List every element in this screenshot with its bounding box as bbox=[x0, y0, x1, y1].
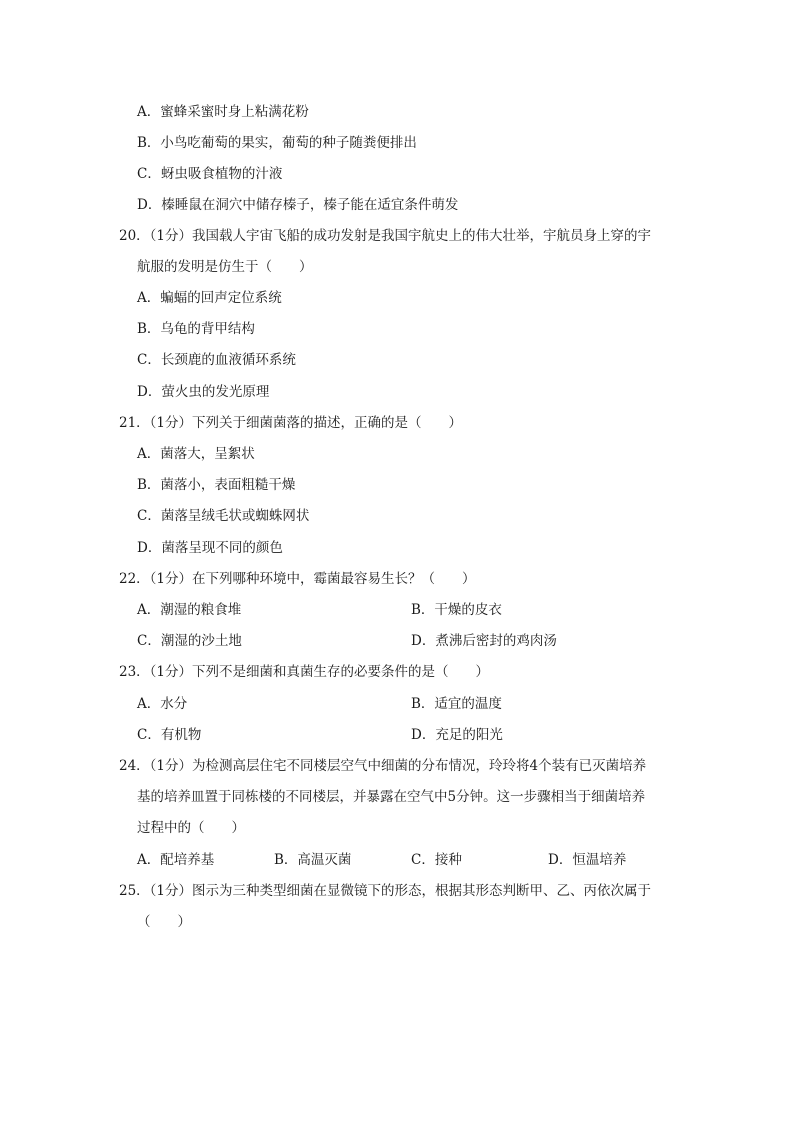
q20-stem-line1: 20．（1分）我国载人宇宙飞船的成功发射是我国宇航史上的伟大壮举，宇航员身上穿的宇 bbox=[119, 228, 652, 244]
q20-option-d: D．萤火虫的发光原理 bbox=[137, 384, 270, 400]
q24-option-d: D．恒温培养 bbox=[548, 852, 627, 868]
q22-option-a: A．潮湿的粮食堆 bbox=[137, 602, 242, 618]
q25-stem-line2: （ ） bbox=[137, 914, 191, 930]
q23-option-a: A．水分 bbox=[137, 696, 188, 712]
q25-stem-line1: 25．（1分）图示为三种类型细菌在显微镜下的形态，根据其形态判断甲、乙、丙依次属于 bbox=[119, 883, 652, 899]
q22-stem: 22．（1分）在下列哪种环境中，霉菌最容易生长？（ ） bbox=[119, 571, 476, 587]
q24-stem-line1: 24．（1分）为检测高层住宅不同楼层空气中细菌的分布情况，玲玲将4个装有已灭菌培养 bbox=[119, 758, 647, 774]
q22-option-b: B．干燥的皮衣 bbox=[411, 602, 502, 618]
q20-option-c: C．长颈鹿的血液循环系统 bbox=[137, 352, 296, 368]
q20-option-b: B．乌龟的背甲结构 bbox=[137, 321, 255, 337]
q19-option-a: A．蜜蜂采蜜时身上粘满花粉 bbox=[137, 104, 309, 120]
q24-option-c: C．接种 bbox=[411, 852, 462, 868]
q22-option-c: C．潮湿的沙土地 bbox=[137, 633, 242, 649]
q24-stem-line3: 过程中的（ ） bbox=[137, 820, 245, 836]
q24-option-a: A．配培养基 bbox=[137, 852, 215, 868]
q21-option-a: A．菌落大，呈絮状 bbox=[137, 446, 255, 462]
q21-stem: 21．（1分）下列关于细菌菌落的描述，正确的是（ ） bbox=[119, 415, 463, 431]
q21-option-d: D．菌落呈现不同的颜色 bbox=[137, 540, 283, 556]
q19-option-c: C．蚜虫吸食植物的汁液 bbox=[137, 166, 283, 182]
q24-stem-line2: 基的培养皿置于同栋楼的不同楼层，并暴露在空气中5分钟。这一步骤相当于细菌培养 bbox=[137, 789, 646, 805]
q23-stem: 23．（1分）下列不是细菌和真菌生存的必要条件的是（ ） bbox=[119, 664, 490, 680]
q19-option-b: B．小鸟吃葡萄的果实，葡萄的种子随粪便排出 bbox=[137, 135, 417, 151]
q21-option-b: B．菌落小，表面粗糙干燥 bbox=[137, 477, 296, 493]
q19-option-d: D．榛睡鼠在洞穴中储存榛子，榛子能在适宜条件萌发 bbox=[137, 197, 459, 213]
q21-option-c: C．菌落呈绒毛状或蜘蛛网状 bbox=[137, 508, 310, 524]
q23-option-b: B．适宜的温度 bbox=[411, 696, 502, 712]
q22-option-d: D．煮沸后密封的鸡肉汤 bbox=[411, 633, 557, 649]
q20-option-a: A．蝙蝠的回声定位系统 bbox=[137, 290, 282, 306]
q24-option-b: B．高温灭菌 bbox=[274, 852, 352, 868]
q23-option-d: D．充足的阳光 bbox=[411, 727, 503, 743]
q20-stem-line2: 航服的发明是仿生于（ ） bbox=[137, 259, 313, 275]
q23-option-c: C．有机物 bbox=[137, 727, 202, 743]
